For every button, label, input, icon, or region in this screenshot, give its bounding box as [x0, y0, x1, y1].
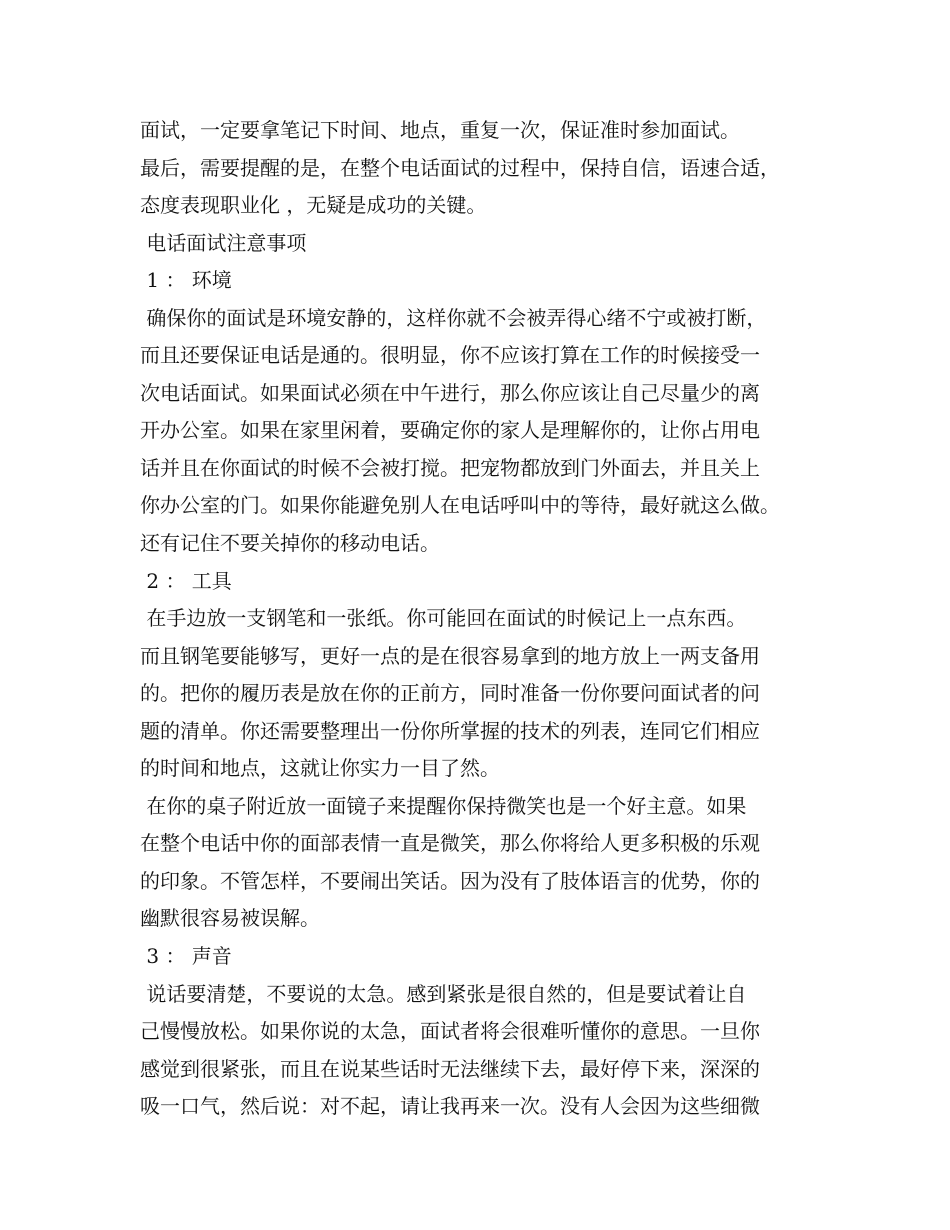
text-line: 的。把你的履历表是放在你的正前方，同时准备一份你要问面试者的问 — [140, 681, 760, 706]
text-line: 确保你的面试是环境安静的，这样你就不会被弄得心绪不宁或被打断， — [140, 305, 767, 330]
text-line: 次电话面试。如果面试必须在中午进行，那么你应该让自己尽量少的离 — [140, 380, 760, 405]
subsection-heading: 1 ： 环境 — [140, 268, 232, 293]
text-line: 的时间和地点，这就让你实力一目了然。 — [140, 756, 500, 781]
text-line: 说话要清楚，不要说的太急。感到紧张是很自然的，但是要试着让自 — [140, 981, 747, 1006]
text-line: 面试，一定要拿笔记下时间、地点，重复一次，保证准时参加面试。 — [140, 118, 740, 142]
text-line: 己慢慢放松。如果你说的太急，面试者将会很难听懂你的意思。一旦你 — [140, 1019, 760, 1044]
text-line: 在手边放一支钢笔和一张纸。你可能回在面试的时候记上一点东西。 — [140, 606, 747, 631]
text-line: 幽默很容易被误解。 — [140, 906, 320, 931]
section-heading: 电话面试注意事项 — [140, 230, 307, 255]
text-line: 最后，需要提醒的是，在整个电话面试的过程中，保持自信，语速合适， — [140, 155, 780, 180]
text-line: 吸一口气，然后说：对不起，请让我再来一次。没有人会因为这些细微 — [140, 1094, 760, 1119]
text-line: 题的清单。你还需要整理出一份你所掌握的技术的列表，连同它们相应 — [140, 718, 760, 743]
document-body — [140, 112, 840, 1126]
text-line: 在你的桌子附近放一面镜子来提醒你保持微笑也是一个好主意。如果 — [140, 793, 747, 818]
text-line: 而且还要保证电话是通的。很明显，你不应该打算在工作的时候接受一 — [140, 343, 760, 368]
text-line: 在整个电话中你的面部表情一直是微笑，那么你将给人更多积极的乐观 — [140, 831, 760, 856]
text-line: 态度表现职业化 ，无疑是成功的关键。 — [140, 193, 487, 218]
text-line: 开办公室。如果在家里闲着，要确定你的家人是理解你的，让你占用电 — [140, 418, 760, 443]
text-line: 你办公室的门。如果你能避免别人在电话呼叫中的等待，最好就这么做。 — [140, 493, 780, 518]
text-line: 还有记住不要关掉你的移动电话。 — [140, 531, 440, 556]
subsection-heading: 3 ： 声音 — [140, 944, 232, 969]
text-line: 感觉到很紧张，而且在说某些话时无法继续下去，最好停下来，深深的 — [140, 1056, 760, 1081]
text-line: 而且钢笔要能够写，更好一点的是在很容易拿到的地方放上一两支备用 — [140, 643, 760, 668]
text-line: 的印象。不管怎样，不要闹出笑话。因为没有了肢体语言的优势，你的 — [140, 868, 760, 893]
text-line: 话并且在你面试的时候不会被打搅。把宠物都放到门外面去，并且关上 — [140, 455, 760, 480]
subsection-heading: 2 ： 工具 — [140, 568, 232, 593]
